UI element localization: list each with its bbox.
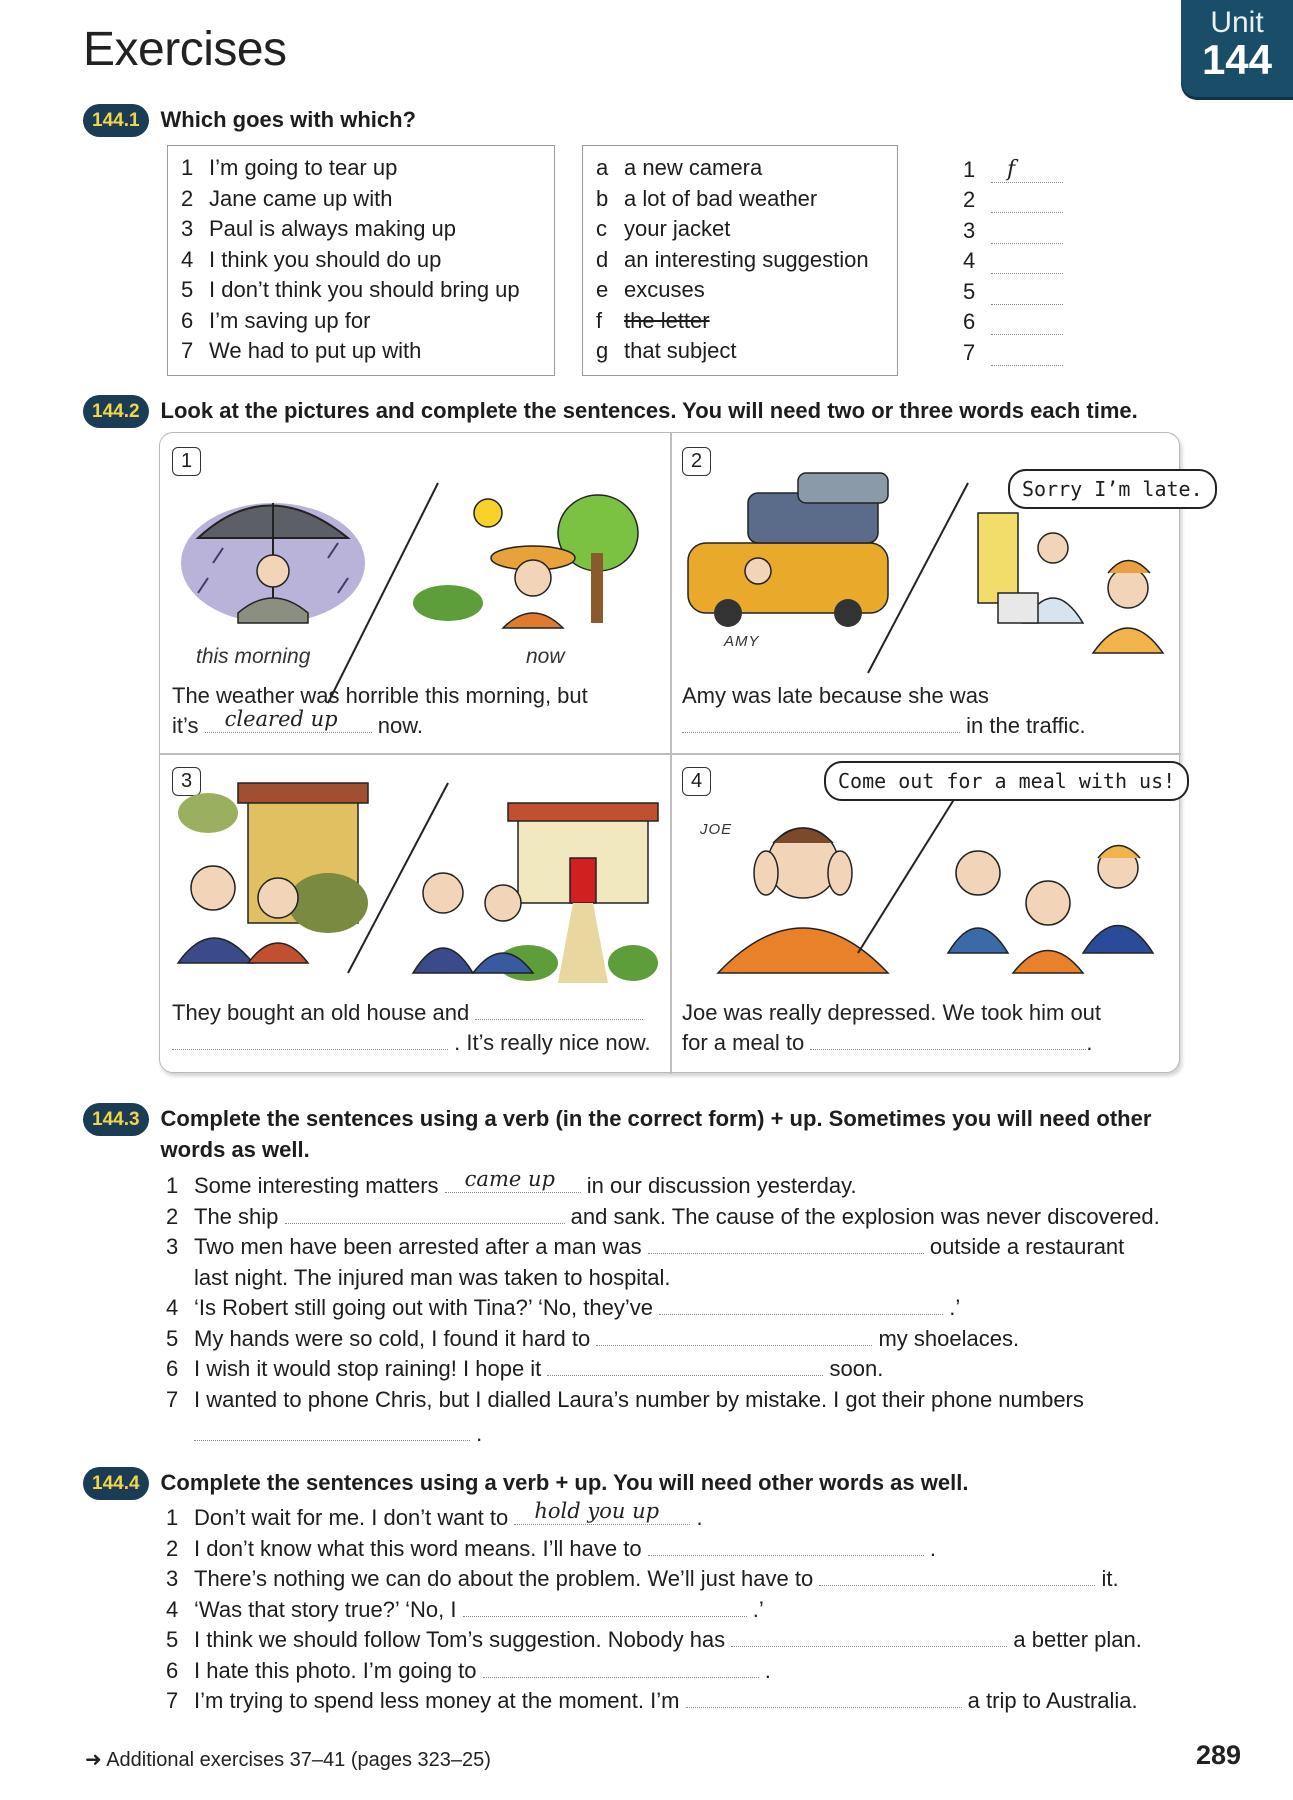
arrow-right-icon: ➜	[85, 1749, 102, 1771]
answer-field[interactable]	[991, 342, 1063, 366]
list-item: 7 We had to put up with	[181, 338, 422, 363]
caption-line: in the traffic.	[682, 711, 1086, 741]
list-item: 3 Two men have been arrested after a man was outside a restaurant	[166, 1234, 1125, 1259]
answer-blank[interactable]	[819, 1566, 1095, 1586]
speech-bubble: Come out for a meal with us!	[824, 761, 1189, 801]
exercise-badge: 144.3	[83, 1103, 149, 1136]
list-item: last night. The injured man was taken to hospital.	[194, 1264, 671, 1290]
phrase-box-right	[582, 145, 898, 376]
answer-blank[interactable]: hold you up	[514, 1505, 690, 1525]
additional-exercises-link[interactable]: ➜ Additional exercises 37–41 (pages 323–25)	[85, 1749, 491, 1771]
list-item: 2 Jane came up with	[181, 185, 393, 211]
answer-blank[interactable]	[596, 1326, 872, 1346]
page-title: Exercises	[83, 23, 287, 76]
answer-blank[interactable]	[682, 713, 960, 733]
answer-field[interactable]	[991, 220, 1063, 244]
caption-line: They bought an old house and	[172, 998, 643, 1028]
answer-column: 1 f 2 3 4 5 6 7	[963, 152, 1063, 366]
exercise-instruction: Look at the pictures and complete the sentences. You will need two or three words each time.	[160, 398, 1138, 423]
answer-blank[interactable]: cleared up	[205, 713, 372, 733]
phrase-box-left	[167, 145, 555, 376]
list-item: c your jacket	[596, 216, 731, 241]
depressed-friends-illustration	[678, 773, 1168, 993]
caption-line: . It’s really nice now.	[172, 1028, 651, 1058]
list-item: 5 I think we should follow Tom’s suggestion. Nobody has a better plan.	[166, 1627, 1142, 1652]
list-item: 2 I don’t know what this word means. I’ll have to .	[166, 1535, 936, 1561]
exercise-badge: 144.2	[83, 395, 149, 428]
divider	[160, 753, 1181, 755]
list-item: 7 I wanted to phone Chris, but I dialled Laura’s number by mistake. I got their phone numbers	[166, 1386, 1084, 1412]
answer-field[interactable]	[991, 250, 1063, 274]
exercise-instruction: Complete the sentences using a verb + up. You will need other words as well.	[160, 1470, 969, 1495]
answer-blank[interactable]	[285, 1204, 565, 1224]
exercise-instruction: Complete the sentences using a verb (in the correct form) + up. Sometimes you will need other words as well.	[160, 1106, 1152, 1162]
answer-field[interactable]	[991, 281, 1063, 305]
answer-field[interactable]: f	[991, 159, 1063, 183]
list-item: 7 I’m trying to spend less money at the moment. I’m a trip to Australia.	[166, 1688, 1138, 1713]
answer-field[interactable]	[991, 311, 1063, 335]
exercise-144-3-header	[83, 1103, 1151, 1165]
picture-number: 1	[172, 447, 201, 476]
page-number: 289	[1196, 1740, 1242, 1770]
unit-label: Unit	[1210, 6, 1264, 39]
picture-label: now	[526, 645, 565, 668]
list-item: 6 I hate this photo. I’m going to .	[166, 1657, 771, 1683]
answer-blank[interactable]: came up	[445, 1173, 581, 1193]
caption-line: for a meal to .	[682, 1030, 1093, 1055]
answer-blank[interactable]	[463, 1597, 747, 1617]
speech-bubble: Sorry I’m late.	[1008, 469, 1217, 509]
answer-blank[interactable]	[194, 1421, 470, 1441]
list-item: 6 I wish it would stop raining! I hope it soon.	[166, 1356, 884, 1381]
list-item: 1 I’m going to tear up	[181, 155, 398, 180]
exercise-144-4-list	[166, 1498, 1142, 1717]
list-item: b a lot of bad weather	[596, 185, 818, 211]
caption-line: Amy was late because she was	[682, 683, 989, 708]
unit-tab	[1181, 0, 1293, 97]
answer-blank[interactable]	[648, 1234, 924, 1254]
caption-line: Joe was really depressed. We took him out	[682, 1000, 1102, 1025]
list-item: 3 There’s nothing we can do about the problem. We’ll just have to it.	[166, 1566, 1119, 1591]
answer-blank[interactable]	[731, 1627, 1007, 1647]
list-item: g that subject	[596, 338, 737, 363]
list-item: a a new camera	[596, 155, 763, 180]
list-item: 1 Some interesting matters came up in our discussion yesterday.	[166, 1166, 857, 1198]
character-name: AMY	[724, 633, 760, 650]
list-item: 5 My hands were so cold, I found it hard to my shoelaces.	[166, 1325, 1020, 1351]
exercise-badge: 144.1	[83, 104, 149, 137]
unit-number: 144	[1201, 36, 1273, 83]
character-name: JOE	[700, 821, 733, 838]
list-item: 6 I’m saving up for	[181, 307, 371, 333]
exercise-144-4-header	[83, 1467, 968, 1500]
exercise-144-1-header	[83, 104, 416, 137]
answer-blank[interactable]	[483, 1658, 759, 1678]
answer-blank[interactable]	[648, 1536, 924, 1556]
exercise-instruction: Which goes with which?	[160, 107, 416, 132]
answer-field[interactable]	[991, 189, 1063, 213]
exercise-badge: 144.4	[83, 1467, 149, 1500]
exercise-144-3-list	[166, 1166, 1160, 1450]
answer-blank[interactable]	[659, 1295, 943, 1315]
caption-line: it’s cleared up now.	[172, 707, 424, 738]
picture-number: 2	[682, 447, 711, 476]
list-item: 1 Don’t wait for me. I don’t want to hold you up .	[166, 1498, 703, 1530]
house-renovation-illustration	[178, 773, 658, 993]
list-item: 4 ‘Is Robert still going out with Tina?’ ‘No, they’ve .’	[166, 1295, 961, 1320]
list-item: e excuses	[596, 277, 705, 302]
list-item: 2 The ship and sank. The cause of the explosion was never discovered.	[166, 1203, 1160, 1229]
list-item: 3 Paul is always making up	[181, 216, 457, 241]
list-item: f the letter	[596, 307, 710, 333]
answer-blank[interactable]	[172, 1030, 448, 1050]
list-item: .	[166, 1419, 1160, 1450]
picture-label: this morning	[196, 645, 311, 668]
list-item: 4 I think you should do up	[181, 246, 442, 272]
caption-line: The weather was horrible this morning, but	[172, 683, 588, 708]
answer-blank[interactable]	[686, 1688, 962, 1708]
answer-blank[interactable]	[547, 1356, 823, 1376]
list-item: 4 ‘Was that story true?’ ‘No, I .’	[166, 1596, 764, 1622]
picture-number: 3	[172, 767, 201, 796]
picture-panel	[159, 432, 1203, 1073]
exercise-144-2-header	[83, 395, 1138, 428]
list-item: d an interesting suggestion	[596, 246, 869, 272]
answer-blank[interactable]	[475, 1000, 643, 1020]
answer-blank[interactable]	[810, 1030, 1086, 1050]
list-item: 5 I don’t think you should bring up	[181, 277, 520, 302]
picture-number: 4	[682, 767, 711, 796]
